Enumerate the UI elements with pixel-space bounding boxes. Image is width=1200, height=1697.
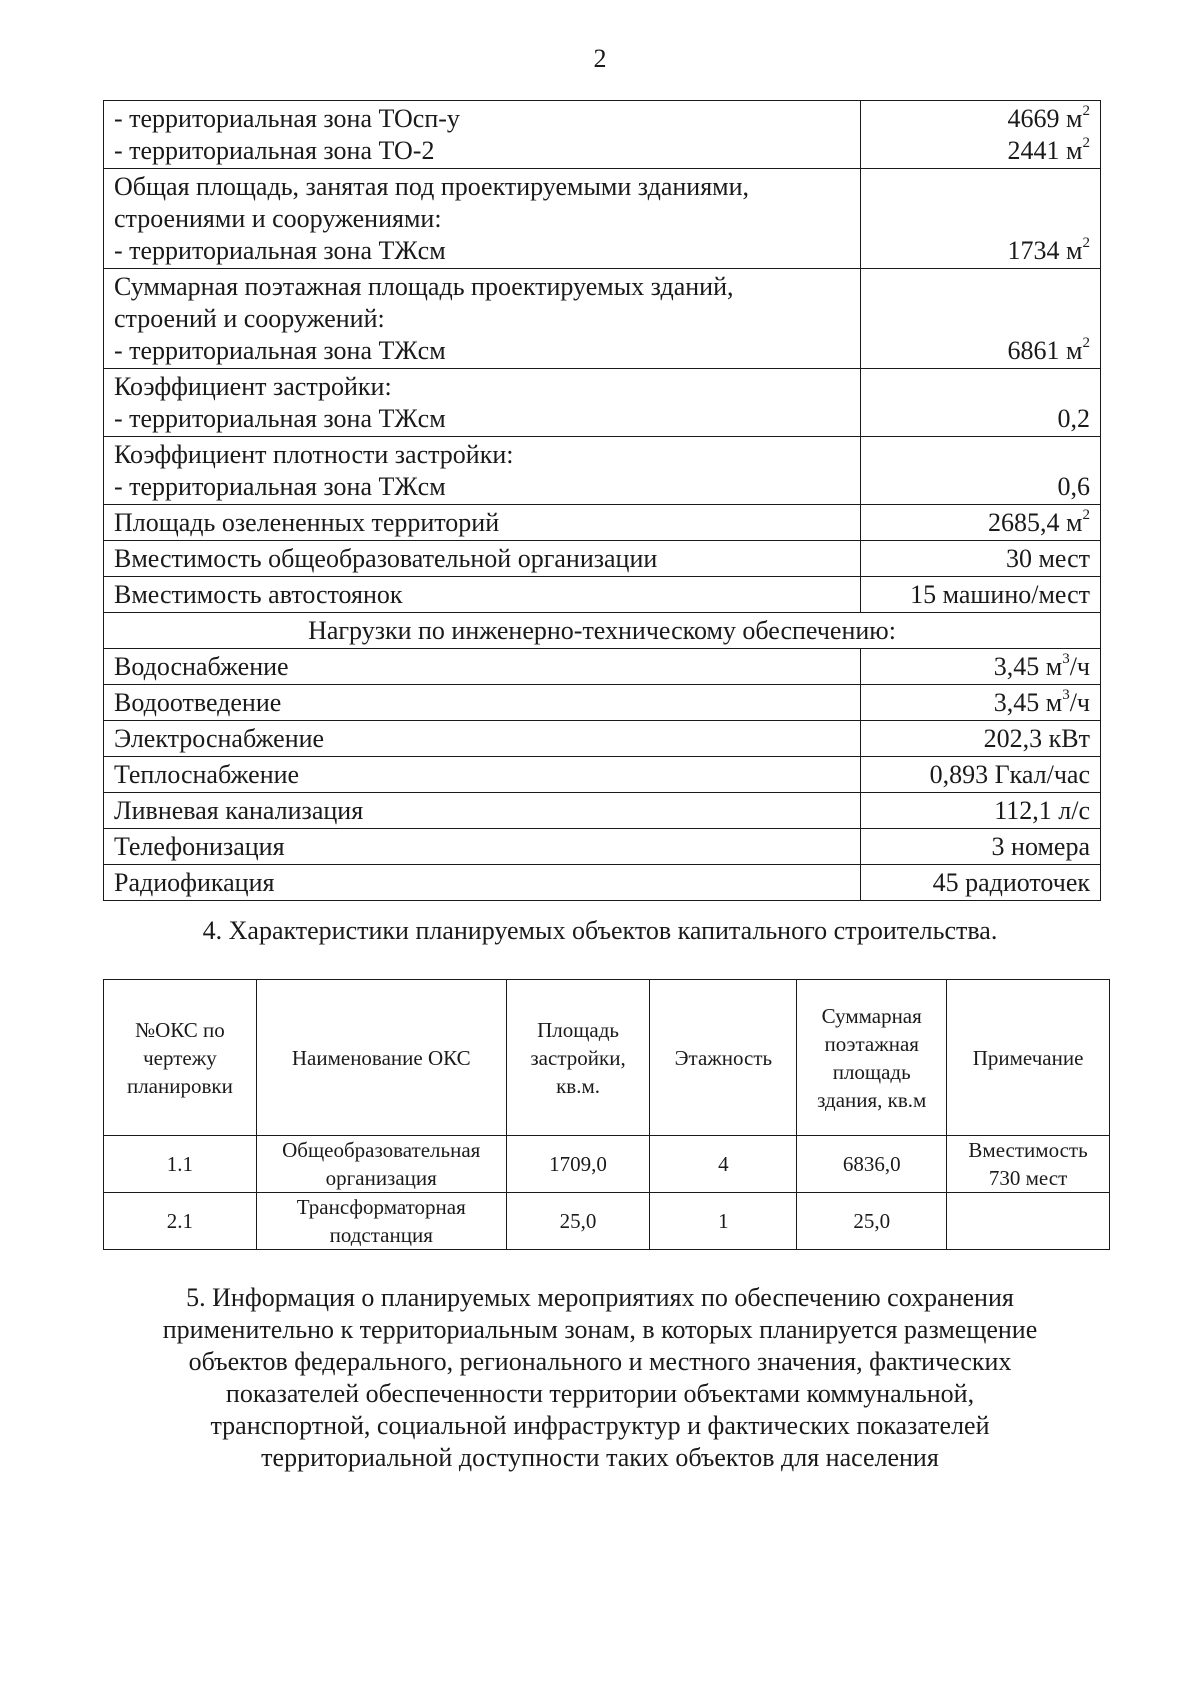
indicator-label-line: строений и сооружений: bbox=[114, 304, 385, 333]
indicator-label-line: Вместимость автостоянок bbox=[114, 580, 403, 609]
section-5-line: объектов федерального, регионального и местного значения, фактических bbox=[188, 1347, 1012, 1376]
indicator-label-line: - территориальная зона ТЖсм bbox=[114, 336, 446, 365]
oks-cell bbox=[797, 1193, 947, 1250]
indicator-row bbox=[104, 541, 1101, 577]
value-superscript: 2 bbox=[1082, 103, 1090, 119]
engineering-label: Электроснабжение bbox=[104, 721, 861, 757]
value-number: 3,45 м bbox=[993, 688, 1063, 717]
indicator-value-line bbox=[871, 507, 1090, 539]
indicator-row bbox=[104, 169, 1101, 269]
oks-cell-line: 4 bbox=[718, 1152, 729, 1176]
oks-header-line: площадь bbox=[832, 1059, 911, 1084]
indicator-label-line: - территориальная зона ТОсп-у bbox=[114, 104, 460, 133]
value-number: 45 радиоточек bbox=[932, 868, 1090, 897]
indicator-value bbox=[861, 369, 1101, 437]
oks-header-cell bbox=[104, 980, 257, 1136]
value-number: 3,45 м bbox=[993, 652, 1063, 681]
oks-header-line: №ОКС по bbox=[135, 1017, 225, 1042]
oks-cell bbox=[650, 1193, 797, 1250]
indicator-value bbox=[861, 437, 1101, 505]
oks-cell-line: Общеобразовательная bbox=[282, 1138, 481, 1162]
value-number: 6861 м bbox=[1007, 336, 1083, 365]
indicator-label bbox=[104, 269, 861, 369]
indicator-row bbox=[104, 437, 1101, 505]
value-number: 30 мест bbox=[1005, 544, 1090, 573]
value-number: 2685,4 м bbox=[988, 508, 1083, 537]
oks-cell-line: Вместимость bbox=[968, 1138, 1088, 1162]
value-number: 0,893 Гкал/час bbox=[929, 760, 1090, 789]
oks-header-line: планировки bbox=[126, 1073, 233, 1098]
value-superscript: 2 bbox=[1082, 335, 1090, 351]
value-number: 4669 м bbox=[1007, 104, 1083, 133]
value-unit: /ч bbox=[1069, 688, 1090, 717]
value-number: 1734 м bbox=[1007, 236, 1083, 265]
section-5-line: применительно к территориальным зонам, в которых планируется размещение bbox=[162, 1315, 1038, 1344]
indicator-value bbox=[861, 577, 1101, 613]
indicator-value-line bbox=[871, 403, 1090, 435]
engineering-row bbox=[104, 685, 1101, 721]
indicator-label-line: Вместимость общеобразовательной организации bbox=[114, 544, 658, 573]
engineering-header: Нагрузки по инженерно-техническому обеспечению: bbox=[104, 613, 1101, 649]
oks-cell-line: организация bbox=[325, 1166, 437, 1190]
engineering-value bbox=[861, 865, 1101, 901]
indicator-label-line: - территориальная зона ТО-2 bbox=[114, 136, 435, 165]
indicator-label-line: Суммарная поэтажная площадь проектируемых зданий, bbox=[114, 272, 734, 301]
engineering-label: Радиофикация bbox=[104, 865, 861, 901]
indicator-label bbox=[104, 505, 861, 541]
engineering-label: Водоснабжение bbox=[104, 649, 861, 685]
indicator-value-line bbox=[871, 235, 1090, 267]
engineering-value bbox=[861, 793, 1101, 829]
oks-header-line: Площадь bbox=[537, 1017, 619, 1042]
engineering-value bbox=[861, 685, 1101, 721]
oks-cell-line: 730 мест bbox=[988, 1166, 1068, 1190]
indicator-label-line: - территориальная зона ТЖсм bbox=[114, 236, 446, 265]
oks-header-line: чертежу bbox=[143, 1045, 217, 1070]
oks-cell-line: 6836,0 bbox=[842, 1152, 901, 1176]
oks-header-line: Этажность bbox=[674, 1045, 773, 1070]
indicator-row bbox=[104, 577, 1101, 613]
section-5-line: территориальной доступности таких объектов для населения bbox=[261, 1443, 939, 1472]
indicator-row bbox=[104, 505, 1101, 541]
value-superscript: 3 bbox=[1062, 687, 1070, 703]
indicator-label bbox=[104, 101, 861, 169]
oks-header-cell bbox=[256, 980, 506, 1136]
indicator-value-line bbox=[871, 335, 1090, 367]
engineering-label: Ливневая канализация bbox=[104, 793, 861, 829]
oks-cell-line: 25,0 bbox=[559, 1209, 597, 1233]
engineering-label: Теплоснабжение bbox=[104, 757, 861, 793]
oks-cell bbox=[797, 1136, 947, 1193]
value-unit: /ч bbox=[1069, 652, 1090, 681]
indicator-label bbox=[104, 169, 861, 269]
indicator-value bbox=[861, 505, 1101, 541]
indicators-table bbox=[103, 100, 1101, 901]
value-superscript: 2 bbox=[1082, 235, 1090, 251]
oks-cell bbox=[256, 1193, 506, 1250]
oks-cell-line: 1.1 bbox=[166, 1152, 194, 1176]
section-5-line: показателей обеспеченности территории объектами коммунальной, bbox=[225, 1379, 975, 1408]
indicator-value bbox=[861, 541, 1101, 577]
value-number: 15 машино/мест bbox=[910, 580, 1090, 609]
engineering-row bbox=[104, 649, 1101, 685]
value-superscript: 2 bbox=[1082, 135, 1090, 151]
oks-header-line: Суммарная bbox=[821, 1003, 922, 1028]
oks-cell-line: 1 bbox=[718, 1209, 729, 1233]
section-5-line: транспортной, социальной инфраструктур и фактических показателей bbox=[210, 1411, 990, 1440]
oks-row bbox=[104, 1193, 1110, 1250]
section-5-line: 5. Информация о планируемых мероприятиях по обеспечению сохранения bbox=[186, 1283, 1014, 1312]
oks-cell-line: Трансформаторная bbox=[296, 1195, 466, 1219]
indicator-value-line bbox=[871, 543, 1090, 575]
oks-cell bbox=[256, 1136, 506, 1193]
indicator-label bbox=[104, 577, 861, 613]
oks-header-line: Наименование ОКС bbox=[291, 1045, 471, 1070]
oks-cell-line: подстанция bbox=[329, 1223, 433, 1247]
engineering-label: Водоотведение bbox=[104, 685, 861, 721]
oks-table bbox=[103, 979, 1110, 1250]
indicator-label bbox=[104, 369, 861, 437]
engineering-header-row bbox=[104, 613, 1101, 649]
engineering-row bbox=[104, 793, 1101, 829]
engineering-value bbox=[861, 757, 1101, 793]
oks-header-cell bbox=[797, 980, 947, 1136]
oks-cell bbox=[506, 1193, 650, 1250]
engineering-label: Телефонизация bbox=[104, 829, 861, 865]
indicator-row bbox=[104, 369, 1101, 437]
section-4-title: 4. Характеристики планируемых объектов капитального строительства. bbox=[202, 916, 998, 945]
oks-cell bbox=[650, 1136, 797, 1193]
engineering-row bbox=[104, 865, 1101, 901]
indicator-label bbox=[104, 437, 861, 505]
indicator-value-line bbox=[871, 135, 1090, 167]
oks-header-line: Примечание bbox=[972, 1045, 1084, 1070]
indicator-label-line: - территориальная зона ТЖсм bbox=[114, 472, 446, 501]
engineering-value bbox=[861, 829, 1101, 865]
value-superscript: 2 bbox=[1082, 507, 1090, 523]
oks-cell-line: 25,0 bbox=[853, 1209, 891, 1233]
oks-cell bbox=[947, 1136, 1110, 1193]
indicator-value-line bbox=[871, 579, 1090, 611]
indicator-row bbox=[104, 101, 1101, 169]
engineering-value bbox=[861, 721, 1101, 757]
value-number: 112,1 л/с bbox=[994, 796, 1090, 825]
engineering-value bbox=[861, 649, 1101, 685]
oks-header-line: поэтажная bbox=[824, 1031, 919, 1056]
oks-header-cell bbox=[947, 980, 1110, 1136]
indicator-label-line: строениями и сооружениями: bbox=[114, 204, 442, 233]
page-number: 2 bbox=[593, 44, 607, 73]
indicator-value-line bbox=[871, 471, 1090, 503]
indicator-label bbox=[104, 541, 861, 577]
indicator-value bbox=[861, 101, 1101, 169]
oks-cell-line: 1709,0 bbox=[549, 1152, 607, 1176]
indicator-label-line: Коэффициент застройки: bbox=[114, 372, 392, 401]
engineering-row bbox=[104, 757, 1101, 793]
indicator-value bbox=[861, 269, 1101, 369]
section-5-title bbox=[0, 1282, 1200, 1474]
engineering-row bbox=[104, 721, 1101, 757]
oks-row bbox=[104, 1136, 1110, 1193]
oks-cell bbox=[104, 1193, 257, 1250]
oks-cell-line: 2.1 bbox=[166, 1209, 194, 1233]
indicator-label-line: Общая площадь, занятая под проектируемыми зданиями, bbox=[114, 172, 750, 201]
indicator-value-line bbox=[871, 103, 1090, 135]
engineering-row bbox=[104, 829, 1101, 865]
oks-header-line: застройки, bbox=[530, 1045, 626, 1070]
value-number: 0,2 bbox=[1057, 404, 1090, 433]
oks-header-line: кв.м. bbox=[556, 1073, 601, 1098]
value-number: 202,3 кВт bbox=[983, 724, 1090, 753]
value-number: 2441 м bbox=[1007, 136, 1083, 165]
indicator-value bbox=[861, 169, 1101, 269]
oks-header-line: здания, кв.м bbox=[817, 1087, 927, 1112]
oks-header-cell bbox=[650, 980, 797, 1136]
oks-cell bbox=[104, 1136, 257, 1193]
indicator-label-line: Площадь озелененных территорий bbox=[114, 508, 500, 537]
value-superscript: 3 bbox=[1062, 651, 1070, 667]
value-number: 0,6 bbox=[1057, 472, 1090, 501]
value-number: 3 номера bbox=[991, 832, 1090, 861]
oks-cell bbox=[506, 1136, 650, 1193]
indicator-label-line: Коэффициент плотности застройки: bbox=[114, 440, 514, 469]
indicator-row bbox=[104, 269, 1101, 369]
oks-cell bbox=[947, 1193, 1110, 1250]
oks-header-cell bbox=[506, 980, 650, 1136]
indicator-label-line: - территориальная зона ТЖсм bbox=[114, 404, 446, 433]
